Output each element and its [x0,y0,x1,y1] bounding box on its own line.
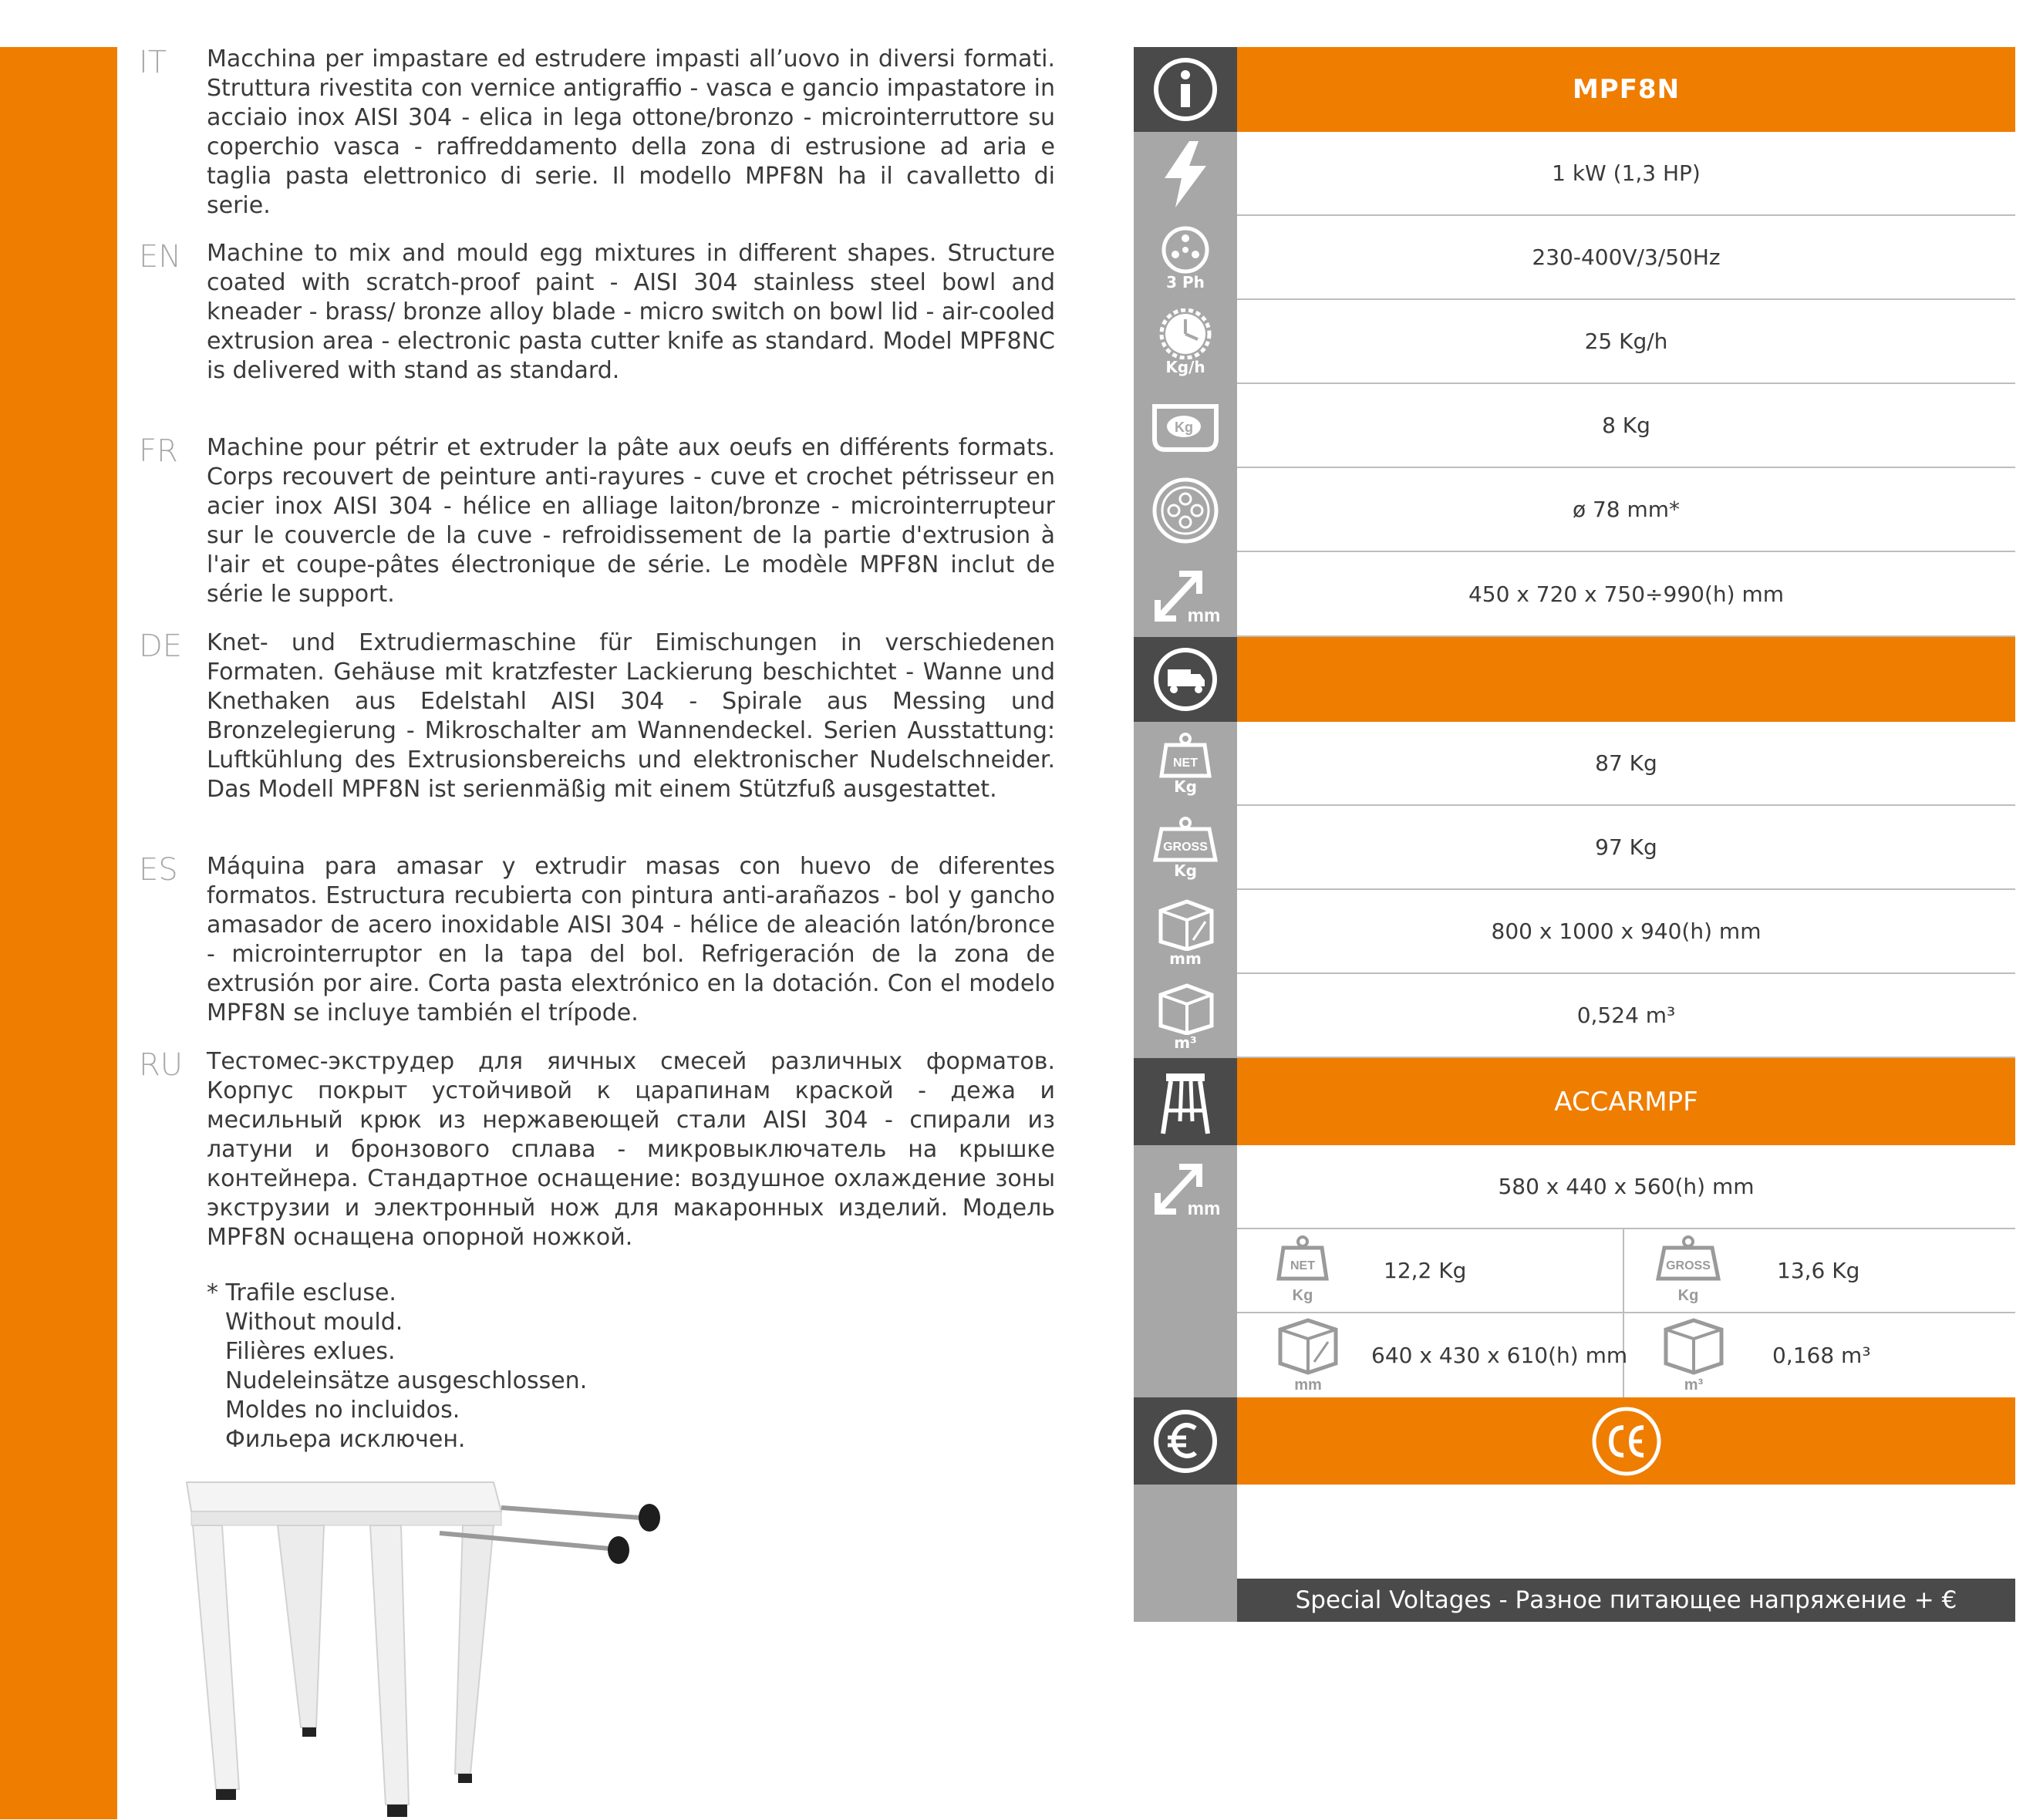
note-line: Filières exlues. [225,1338,396,1365]
stand-icon [1134,1058,1237,1145]
left-accent-bar [0,47,117,1819]
mm-label: mm [1294,1376,1322,1394]
box-volume-icon [1661,1317,1726,1394]
capacity-value: 8 Kg [1237,384,2015,468]
dimensions-value: 450 x 720 x 750÷990(h) mm [1237,552,2015,637]
model-name: MPF8N [1237,47,2015,132]
footer-gray-cell [1134,1579,1237,1622]
dimensions-arrow-icon [1134,552,1237,637]
acc-pack-dim-group [1276,1313,1627,1397]
lang-code: FR [139,433,178,469]
cell-divider [1623,1229,1624,1312]
kg-label: Kg [1175,419,1193,435]
note-line: Without mould. [225,1309,403,1336]
net-label: NET [1290,1259,1315,1272]
net-label: NET [1173,756,1198,770]
accessory-name: ACCARMPF [1237,1058,2015,1145]
shipping-header-bar [1237,637,2015,722]
net-weight-icon [1134,722,1237,806]
lang-code: RU [139,1047,184,1083]
box-dimensions-icon [1276,1317,1340,1394]
voltage-value: 230-400V/3/50Hz [1237,216,2015,300]
row-price-value [1134,1485,2015,1579]
lang-text: Knet- und Extrudiermaschine für Eimischungen in verschiedenen Formaten. Gehäuse mit kratzfester Lackierung beschichtet - Wanne und Knethaken aus Edelstahl AISI 304 - Spirale aus Messing und Bronzelegierung - Mikroschalter am Wannendeckel. Serien Ausstattung: Luftkühlung des Extrusionsbereichs und elektronischer Nudelschneider. Das Modell MPF8N ist serienmäßig mit einem Stützfuß ausgestattet. [207,629,1055,803]
box-volume-icon [1134,974,1237,1058]
kg-label: Kg [1677,1286,1699,1304]
note-line: Moldes no incluidos. [225,1397,460,1424]
acc-gross-group [1654,1229,1859,1312]
row-capacity [1134,384,2015,468]
special-voltages-note: Special Voltages - Разное питающее напряжение + € [1237,1579,2015,1622]
row-volume [1134,974,2015,1058]
price-value-cell [1237,1485,2015,1579]
kgh-label: Kg/h [1165,357,1205,376]
note-line: * Trafile escluse. [207,1279,396,1306]
row-power [1134,132,2015,216]
row-shipping-header [1134,637,2015,722]
row-die [1134,468,2015,552]
mould-notes [207,1279,587,1454]
euro-icon [1134,1397,1237,1485]
die-value: ø 78 mm* [1237,468,2015,552]
plug-icon [1134,216,1237,300]
row-gross-weight [1134,806,2015,890]
row-acc-pack [1134,1313,2015,1397]
kg-label: Kg [1174,861,1197,880]
acc-volume-group [1661,1313,1871,1397]
kg-label: Kg [1174,777,1197,796]
lang-text: Machine to mix and mould egg mixtures in different shapes. Structure coated with scratch-proof paint - AISI 304 stainless steel bowl and kneader - brass/ bronze alloy blade - micro switch on bowl lid - air-cooled extrusion area - electronic pasta cutter knife as standard. Model MPF8NC is delivered with stand as standard. [207,240,1055,384]
lang-text: Machine pour pétrir et extruder la pâte aux oeufs en différents formats. Corps recouvert de peinture anti-rayures - cuve et crochet pétrisseur en acier inox AISI 304 - hélice en alliage laiton/bronze - microinterrupteur sur le couvercle de la cuve - refroidissement de la partie d'extrusion à l'air et coupe-pâtes électronique de série. Le modèle MPF8N inclut de série le support. [207,434,1055,608]
row-pack-dimensions [1134,890,2015,974]
mm-label: mm [1187,1198,1221,1219]
row-price [1134,1397,2015,1485]
acc-net-value: 12,2 Kg [1384,1258,1467,1283]
power-value: 1 kW (1,3 HP) [1237,132,2015,216]
gross-label: GROSS [1666,1259,1711,1272]
lang-code: IT [139,45,167,80]
acc-volume-value: 0,168 m³ [1772,1343,1871,1368]
lang-text: Macchina per impastare ed estrudere impasti all’uovo in diversi formati. Struttura rivestita con vernice antigraffio - vasca e gancio impastatore in acciaio inox AISI 304 - elica in lega ottone/bronzo - microinterruttore su coperchio vasca - raffreddamento della zona di estrusione ad aria e taglia pasta elettronico di serie. Il modello MPF8N ha il cavalletto di serie. [207,46,1055,219]
lang-code: DE [139,629,183,664]
gross-weight-value: 97 Kg [1237,806,2015,890]
row-net-weight [1134,722,2015,806]
acc-pack-cell [1237,1313,2015,1397]
acc-dimensions-value: 580 x 440 x 560(h) mm [1237,1145,2015,1229]
net-weight-value: 87 Kg [1237,722,2015,806]
note-line: Фильера исключен. [225,1426,466,1453]
empty-icon-cell [1134,1485,1237,1579]
lang-text: Máquina para amasar y extrudir masas con huevo de diferentes formatos. Estructura recubierta con pintura anti-arañazos - bol y gancho amasador de acero inoxidable AISI 304 - hélice de aleación latón/bronce - microinterruptor en la tapa del bol. Refrigeración de la zona de extrusión por aire. Corta pasta elextrónico en la dotación. Con el modelo MPF8N se incluye también el trípode. [207,853,1055,1026]
info-icon [1134,47,1237,132]
kg-label: Kg [1292,1286,1313,1304]
production-gear-icon [1134,300,1237,384]
row-production [1134,300,2015,384]
phase-label: 3 Ph [1166,272,1205,292]
box-dimensions-icon [1134,890,1237,974]
net-weight-icon [1276,1234,1330,1308]
acc-gross-value: 13,6 Kg [1777,1258,1860,1283]
note-line: Nudeleinsätze ausgeschlossen. [225,1367,588,1394]
die-icon [1134,468,1237,552]
pack-dimensions-value: 800 x 1000 x 940(h) mm [1237,890,2015,974]
gross-weight-icon [1134,806,1237,890]
row-accessory [1134,1058,2015,1145]
production-value: 25 Kg/h [1237,300,2015,384]
lang-code: EN [139,239,182,275]
row-model [1134,47,2015,132]
row-voltage [1134,216,2015,300]
gross-label: GROSS [1163,840,1208,854]
price-bar [1237,1397,2015,1485]
m3-label: m³ [1684,1376,1704,1394]
mm-label: mm [1187,605,1221,626]
row-dimensions [1134,552,2015,637]
row-acc-dimensions [1134,1145,2015,1229]
stand-illustration [177,1465,686,1820]
lang-code: ES [139,852,178,888]
lightning-icon [1134,132,1237,216]
bowl-icon [1134,384,1237,468]
acc-pack-dimensions-value: 640 x 430 x 610(h) mm [1371,1343,1628,1368]
empty-icon-cell [1134,1313,1237,1397]
lang-text: Тестомес-экструдер для яичных смесей различных форматов. Корпус покрыт устойчивой к царапинам краской - дежа и месильный крюк из нержавеющей стали AISI 304 - спирали из латуни и бронзового сплава - микровыключатель на крышке контейнера. Стандартное оснащение: воздушное охлаждение зоны экструзии и электронный нож для макаронных изделий. Модель MPF8N оснащена опорной ножкой. [207,1048,1055,1251]
ce-mark-icon [1590,1404,1664,1478]
gross-weight-icon [1654,1234,1723,1308]
volume-value: 0,524 m³ [1237,974,2015,1058]
mm-label: mm [1169,949,1202,968]
acc-weights-cell [1237,1229,2015,1313]
dimensions-arrow-icon [1134,1145,1237,1229]
acc-net-group [1276,1229,1466,1312]
empty-icon-cell [1134,1229,1237,1313]
truck-icon [1134,637,1237,722]
m3-label: m³ [1174,1033,1197,1052]
row-acc-weights [1134,1229,2015,1313]
